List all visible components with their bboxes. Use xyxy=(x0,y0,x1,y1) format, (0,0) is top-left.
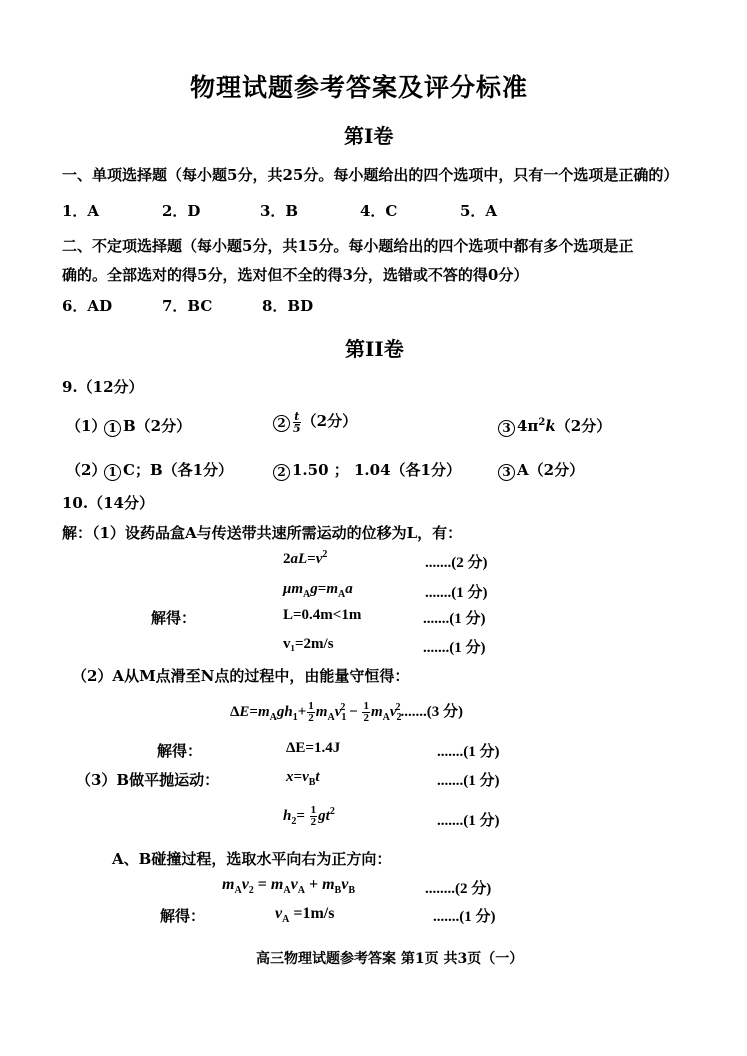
score-mark-9: ........(2 分) xyxy=(425,881,492,897)
q9-row2-answer3: A（2分） xyxy=(517,461,585,479)
q9-row2-item1 xyxy=(104,459,233,481)
equation-friction: $\mu m_Ag=m_Aa$ xyxy=(283,581,353,600)
q10-part3-text: （3）B做平抛运动： xyxy=(76,771,220,789)
answer-4: 4．C xyxy=(360,202,398,220)
score-mark-6: .......(1 分) xyxy=(437,744,500,760)
page-title: 物理试题参考答案及评分标准 xyxy=(190,73,529,102)
q9-row1-answer3-k: k xyxy=(545,417,556,435)
circled-1: 1 xyxy=(104,464,121,481)
equation-2al-v2: $2aL=v^2$ xyxy=(283,549,328,567)
equation-x-vbt: $x=v_Bt$ xyxy=(286,769,320,788)
score-mark-8: .......(1 分) xyxy=(437,813,500,829)
multi-choice-instruction-line2: 确的。全部选对的得5分，选对但不全的得3分，选错或不答的得0分） xyxy=(62,266,529,284)
q9-row2-item3 xyxy=(498,459,584,481)
q9-row2-answer1: C；B（各1分） xyxy=(123,461,234,479)
answer-6: 6．AD xyxy=(62,297,113,315)
score-mark-3: .......(1 分) xyxy=(423,611,486,627)
score-mark-1: .......(2 分) xyxy=(425,555,488,571)
score-mark-2: .......(1 分) xyxy=(425,585,488,601)
equation-l-result: L=0.4m<1m xyxy=(283,607,362,623)
score-mark-4: .......(1 分) xyxy=(423,640,486,656)
circled-2: 2 xyxy=(273,415,290,432)
q9-header: 9.（12分） xyxy=(62,378,144,396)
q10-collision-text: A、B碰撞过程，选取水平向右为正方向： xyxy=(112,850,392,868)
q9-row2-item2 xyxy=(273,459,461,481)
equation-v1-result: v₁=2m/s xyxy=(283,636,334,652)
equation-va-result: $v_A =1m/s$ xyxy=(275,905,335,926)
q9-row1-label: （1） xyxy=(66,417,107,435)
q9-row1-item1 xyxy=(104,415,191,437)
circled-2: 2 xyxy=(273,464,290,481)
q9-row1-answer3-exp: 2 xyxy=(538,417,546,428)
answer-7: 7．BC xyxy=(162,297,213,315)
answer-1: 1．A xyxy=(62,202,100,220)
q9-row2-answer2: 1.50 ； 1.04（各1分） xyxy=(292,461,461,479)
answer-3: 3．B xyxy=(260,202,299,220)
answer-2: 2．D xyxy=(162,202,201,220)
solved-label-3: 解得： xyxy=(160,907,206,925)
score-mark-10: .......(1 分) xyxy=(433,909,496,925)
page-footer: 高三物理试题参考答案 第1页 共3页（一） xyxy=(256,951,524,967)
circled-3: 3 xyxy=(498,464,515,481)
answer-5: 5．A xyxy=(460,202,498,220)
part2-heading: 第II卷 xyxy=(345,337,404,361)
equation-momentum: $m_Av_2 = m_Av_A + m_Bv_B$ xyxy=(222,876,355,897)
q9-row1-answer1: B（2分） xyxy=(123,417,192,435)
q9-row1-item3 xyxy=(498,415,611,437)
fraction-numerator: t xyxy=(294,409,300,423)
answer-8: 8．BD xyxy=(262,297,314,315)
circled-1: 1 xyxy=(104,420,121,437)
single-choice-instruction: 一、单项选择题（每小题5分，共25分。每小题给出的四个选项中，只有一个选项是正确的） xyxy=(62,166,679,184)
score-mark-5: .......(3 分) xyxy=(400,704,464,720)
multi-choice-answers xyxy=(62,295,313,316)
multi-choice-instruction-line1: 二、不定项选择题（每小题5分，共15分。每小题给出的四个选项中都有多个选项是正 xyxy=(62,237,634,255)
part1-heading: 第I卷 xyxy=(344,124,394,148)
solved-label-2: 解得： xyxy=(157,742,203,760)
q9-row1-answer3-score: （2分） xyxy=(555,417,612,435)
fraction-t-over-5 xyxy=(293,411,301,434)
single-choice-answers xyxy=(62,200,497,221)
circled-3: 3 xyxy=(498,420,515,437)
equation-energy-conservation: $\Delta E=m_Agh_1+$ $\frac{1}{2}$ $m_Av_1^2$ − $\frac{1}{2}$ $m_Av_2^2.......(3$ 分) xyxy=(230,700,464,725)
q10-intro: 解：（1）设药品盒A与传送带共速所需运动的位移为L，有： xyxy=(62,524,463,542)
q9-row1-answer3-coef: 4π xyxy=(517,417,539,435)
q9-row1-answer2: （2分） xyxy=(301,412,358,430)
fraction-denominator: 5 xyxy=(293,421,301,435)
q9-row2-label: （2） xyxy=(66,461,107,479)
equation-delta-e-result: ΔE=1.4J xyxy=(286,740,341,756)
score-mark-7: .......(1 分) xyxy=(437,773,500,789)
q10-header: 10.（14分） xyxy=(62,494,154,512)
equation-h2: $h_2=$ $\frac{1}{2}$ $gt^2$ xyxy=(283,804,335,828)
q9-row1-item2 xyxy=(273,410,357,434)
solved-label-1: 解得： xyxy=(151,609,197,627)
q10-part2-text: （2）A从M点滑至N点的过程中，由能量守恒得： xyxy=(72,667,410,685)
